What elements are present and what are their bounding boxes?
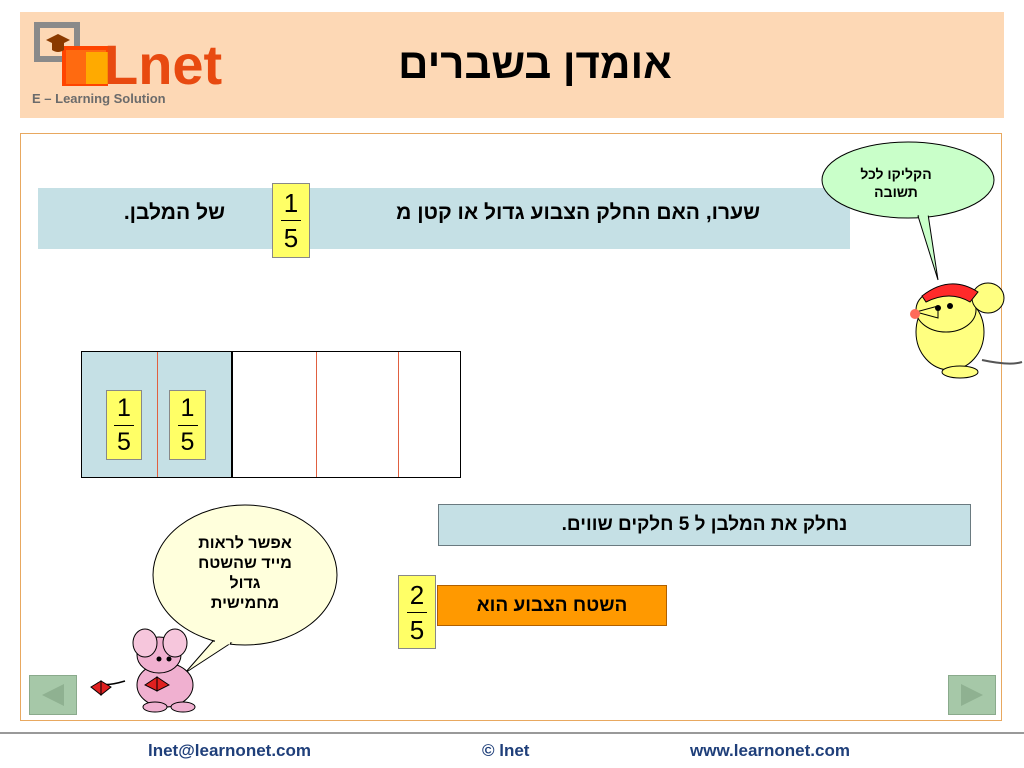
footer-copyright: © lnet [482,741,530,760]
triangle-right-icon [949,676,995,714]
rectangle-divider [316,352,317,477]
question-text-end: של המלבן. [123,201,225,224]
fraction-numerator: 1 [283,188,299,218]
fraction-bar [407,612,427,613]
fraction-numerator: 1 [117,394,131,422]
shaded-fraction-1 [106,390,142,460]
lnet-logo [30,18,223,108]
lnet-logo-graphic [30,18,223,96]
rectangle-divider [157,352,158,477]
question-fraction [272,183,310,258]
fraction-bar [178,425,198,426]
shaded-fraction-2 [169,390,206,460]
fraction-denominator: 5 [180,428,195,456]
question-text-start: שערו, האם החלק הצבוע גדול או קטן מ [396,201,760,224]
fraction-numerator: 1 [180,394,195,422]
mouse-bottom-bubble-text [175,534,315,614]
rectangle-divider [232,352,233,477]
logo-wordmark: Lnet [104,33,223,96]
fraction-bar [114,425,134,426]
fraction-bar [281,220,301,221]
fraction-numerator: 2 [409,580,425,610]
triangle-left-icon [30,676,76,714]
bubble-line: אפשר לראות [198,535,292,552]
previous-button[interactable] [29,675,77,715]
answer-fraction [398,575,436,649]
answer-label-box[interactable]: השטח הצבוע הוא [437,585,667,626]
footer-email: lnet@learnonet.com [148,741,311,760]
rectangle-divider [398,352,399,477]
divide-info-box: נחלק את המלבן ל 5 חלקים שווים. [438,504,971,546]
fraction-denominator: 5 [117,428,131,456]
bubble-line: תשובה [874,184,918,200]
fraction-denominator: 5 [409,615,425,645]
next-button[interactable] [948,675,996,715]
bubble-line: מייד שהשטח [198,555,292,572]
page-title: אומדן בשברים [398,40,672,87]
bubble-line: מחמישית [210,595,280,612]
mouse-top-bubble-text [838,165,954,201]
fraction-denominator: 5 [283,223,299,253]
bubble-line: הקליקו לכל [860,166,932,182]
footer-website[interactable]: www.learnonet.com [690,741,850,760]
bubble-line: גדול [229,575,261,592]
logo-tagline: E – Learning Solution [32,91,166,106]
header-banner [20,12,1004,118]
footer-divider [0,732,1024,734]
